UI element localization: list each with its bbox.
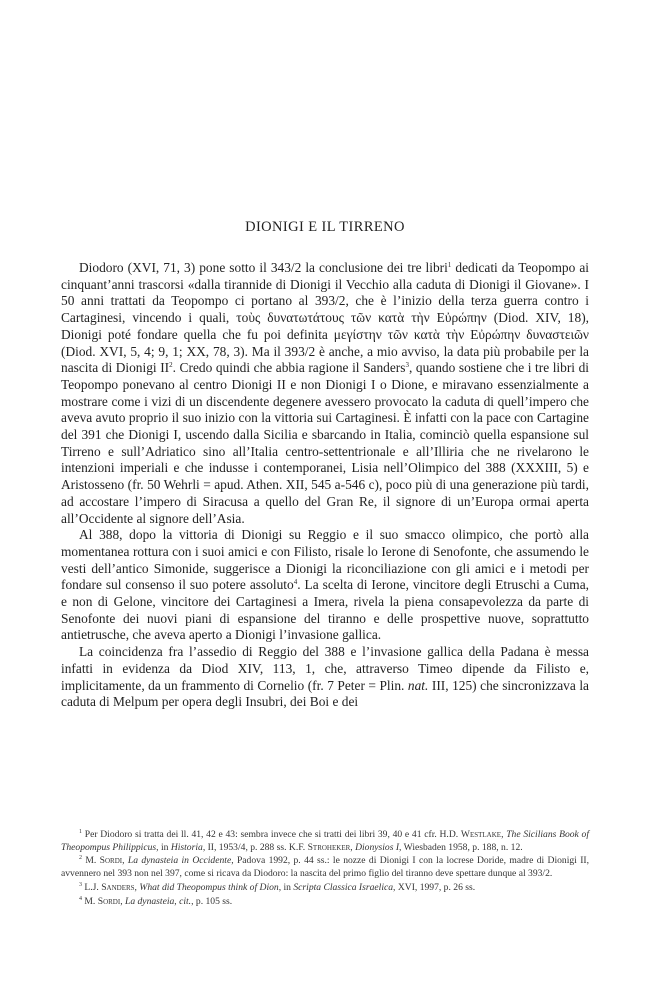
text-run: La dynasteia in Occidente [127, 855, 232, 867]
chapter-title: DIONIGI E IL TIRRENO [245, 219, 405, 235]
text-run: Stroheker [307, 841, 351, 853]
footnote [61, 896, 589, 909]
text-run: nat. [407, 677, 429, 693]
note-ref: 2 [79, 855, 82, 862]
note-ref: 1 [447, 261, 452, 269]
note-ref: 4 [293, 578, 298, 587]
text-run: What did Theopompus think of Dion [139, 881, 279, 893]
text-run: . Credo quindi che abbia ragione il Sanders [172, 360, 406, 376]
text-run: M. [82, 855, 100, 867]
text-run: , [501, 829, 507, 840]
text-run: Per Diodoro si tratta dei ll. 41, 42 e 43: sembra invece che si tratti dei libri 39, 40 e 41 cfr. H.D. [82, 829, 461, 840]
note-ref: 3 [405, 361, 409, 370]
text-run: , p. 105 ss. [191, 895, 233, 907]
text-run: , [122, 855, 128, 867]
text-run: , [120, 895, 125, 907]
note-ref: 2 [169, 361, 173, 370]
text-run: , quando sostiene che i tre libri di Teopompo ponevano al centro Dionigi II e non Dionigi I o Dione, e miravano essenzialmente a mostrare come i vizi di un discendente degenere avessero provocato la caduta di quell’impero che aveva avuto proprio il suo inizio con la vittoria sui Cartaginesi. È infatti con la pace con Cartagine del 391 che Dionigi I, uscendo dalla Sicilia e sbarcando in Italia, cominciò quella espansione sul Tirreno e sull’Adriatico sino all’Italia centro-settentrionale e all’Illiria che ne rivelarono le intenzioni imperiali e che indusse i contemporanei, Lisia nell’Olimpico del 388 (XXXIII, 5) e Aristosseno (fr. 50 Wehrli = apud. Athen. XII, 545 a-546 c), poco più di una generazione più tardi, ad accostare l’impero di Siracusa a quello del Gran Re, il signore di un’Europa ormai aperta all’Occidente al signore dell’Asia. [61, 360, 589, 526]
text-run: L.J. [82, 881, 102, 893]
footnote [61, 829, 589, 854]
text-run: Historia [170, 841, 203, 853]
text-run: Sordi [97, 895, 121, 907]
footnote [61, 855, 589, 880]
text-run: , II, 1953/4, p. 288 ss. K.F. [202, 841, 308, 853]
text-run: , in [278, 881, 294, 893]
footnotes [61, 829, 589, 909]
text-run: , Wiesbaden 1958, p. 188, n. 12. [399, 841, 523, 853]
note-ref: 4 [79, 895, 82, 902]
text-run: Dionysios I [355, 841, 400, 853]
text-run: Diodoro (XVI, 71, 3) pone sotto il 343/2 la conclusione dei tre libri [79, 260, 448, 275]
text-run: cit. [179, 895, 192, 907]
paragraph [61, 260, 589, 527]
text-run: Sordi [99, 855, 123, 867]
text-run: . La scelta di Ierone, vincitore degli Etruschi a Cuma, e non di Gelone, vincitore dei Cartaginesi a Imera, rivela la piena consapevolezza da parte di Senofonte dei nuovi piani di espansione del tiranno e delle prospettive nuove, soprattutto antietrusche, che aveva aperto a Dionigi l’invasione gallica. [61, 577, 590, 643]
text-run: dedicati da Teopompo ai cinquant’anni trascorsi «dalla tirannide di Dionigi il Vecchio alla caduta di Dionigi il Giovane». I 50 anni trattati da Teopompo ci portano al 393/2, che è l’inizio della terza guerra contro i Cartaginesi, vincendo i quali, τοὺς δυνατωτάτους τῶν κατὰ τὴν Εὐρώπην (Diod. XIV, 18), Dionigi poté fondare quella che fu poi definita μεγίστην τῶν κατὰ τὴν Εὐρώπην δυναστειῶν (Diod. XVI, 5, 4; 9, 1; XX, 78, 3). Ma il 393/2 è anche, a mio avviso, la data più probabile per la nascita di Dionigi II [61, 260, 589, 376]
text-run: , XVI, 1997, p. 26 ss. [393, 881, 476, 893]
text-run: , in [156, 841, 171, 853]
text-run: , [134, 881, 140, 893]
text-run: La coincidenza fra l’assedio di Reggio del 388 e l’invasione gallica della Padana è messa infatti in evidenza da Diod XIV, 113, 1, che, attraverso Timeo dipende da Filisto e, implicitamente, da un frammento di Cornelio (fr. 7 Peter = Plin. [61, 644, 589, 693]
footnote [61, 882, 589, 895]
text-run: Scripta Classica Israelica [293, 881, 394, 893]
paragraph [61, 527, 589, 644]
text-run: Westlake [460, 829, 502, 840]
text-run: , Padova 1992, p. 44 ss.: le nozze di Dionigi I con la locrese Doride, madre di Dionigi II, avvennero nel 393 non nel 397, come si ricava da Diodoro: la nascita del primo figlio del tiranno deve spettare dunque al 393/2. [61, 855, 589, 880]
note-ref: 3 [79, 881, 82, 888]
text-run: III, 125) che sincronizzava la caduta di Melpum per opera degli Insubri, dei Boi e dei [61, 677, 589, 710]
body-text [61, 260, 589, 711]
text-run: , [350, 841, 356, 853]
text-run: Al 388, dopo la vittoria di Dionigi su Reggio e il suo smacco olimpico, che portò alla momentanea rottura con i suoi amici e con Filisto, risale lo Ierone di Senofonte, che assumendo le vesti dell’antico Simonide, suggerisce a Dionigi la riconciliazione con gli amici e i metodi per fondare sul consenso il suo potere assoluto [61, 527, 589, 593]
text-run: , [174, 895, 180, 907]
text-run: M. [82, 895, 98, 907]
text-run: Sanders [101, 881, 135, 893]
text-run: La dynasteia [124, 895, 175, 907]
text-run: The Sicilians Book of Theopompus Philippicus [61, 829, 590, 853]
paragraph [61, 644, 589, 711]
note-ref: 1 [79, 829, 82, 835]
